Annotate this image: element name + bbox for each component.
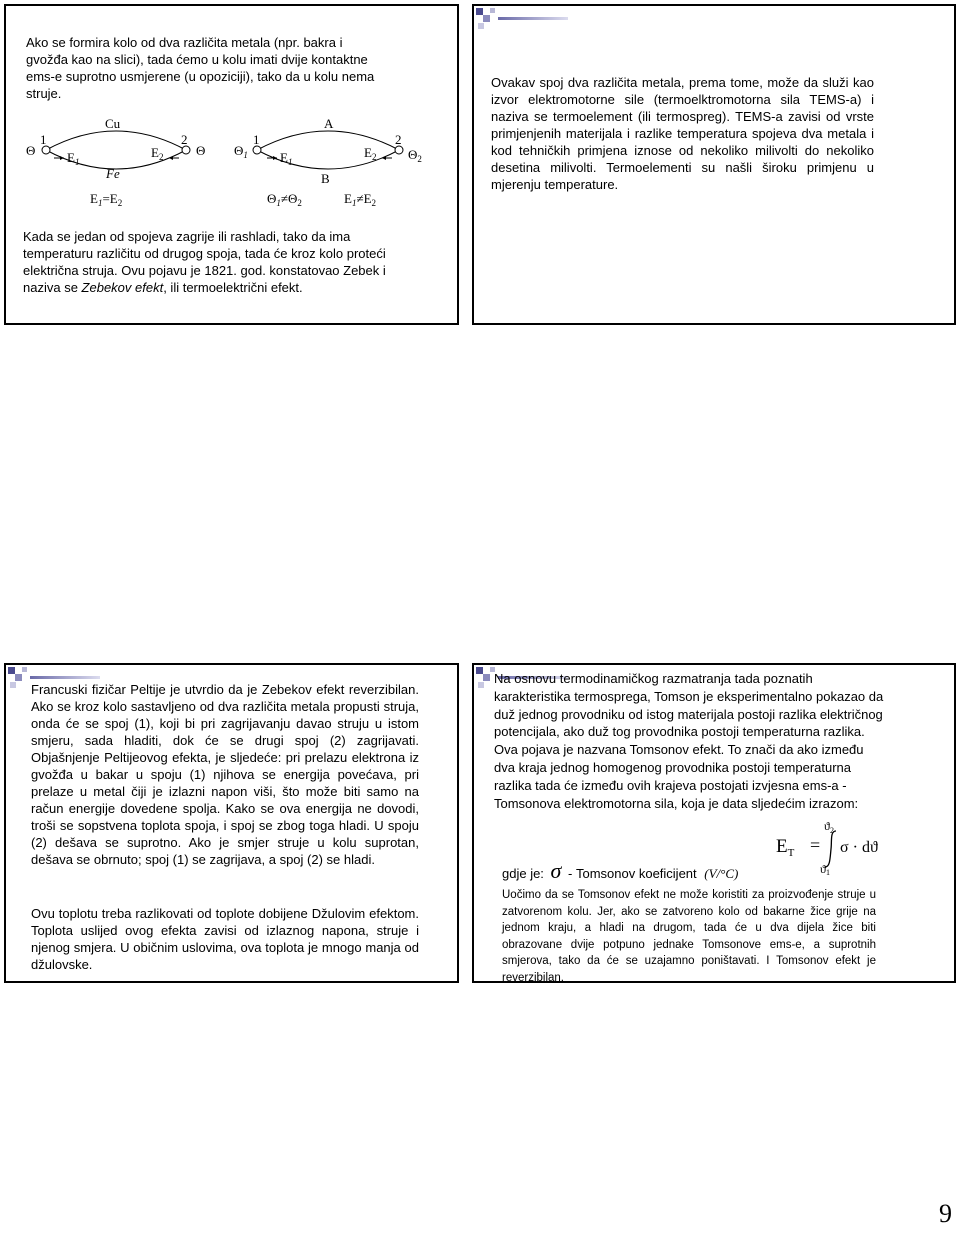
metal-cu-label: Cu bbox=[105, 116, 121, 131]
metal-fe-label: Fe bbox=[106, 166, 120, 181]
slide-decoration bbox=[476, 8, 568, 34]
slide4-note: Uočimo da se Tomsonov efekt ne može koristiti za proizvođenje struje u zatvorenom kolu. Jer, ako se zatvoreno kolo od bakarne žice grije na jednom kraju, a hladi na drugom, tada će u dva dijela žice biti obrazovane dvije potpuno jednake Tomsonove ems-e, a suprotnih smjerova, tako da će se uzajamno poništavati. I Tomsonov efekt je reverzibilan. bbox=[502, 889, 876, 984]
a-wire bbox=[257, 131, 399, 150]
sigma-symbol: σ bbox=[550, 858, 562, 883]
b-wire bbox=[257, 150, 399, 169]
slide4-para1: Na osnovu termodinamičkog razmatranja tada poznatih karakteristika termosprega, Tomson je eksperimentalno pokazao da duž jednog provodniku od istog materijala postoji razlika električnog potencijala, ako duž tog provodnika postoji temperaturna razlika. Ova pojava je nazvana Tomsonov efekt. To znači da ako između dva kraja jednog homogenog provodnika postoji temperaturna razlika tada će između ovih krajeva postojati izvjesna ems-a -Tomsonova elektromotorna sila, koja je data sljedećim izrazom: bbox=[494, 671, 884, 811]
slide-seebeck bbox=[4, 4, 459, 325]
thomson-coefficient-line: gdje je: σ - Tomsonov koeficijent (V/°C) bbox=[502, 858, 739, 883]
formula-eq: = bbox=[810, 835, 821, 855]
junction-2b bbox=[395, 146, 403, 154]
thomson-emf-formula bbox=[770, 819, 890, 875]
junction-1 bbox=[42, 146, 50, 154]
node-2-label: 2 bbox=[181, 132, 188, 147]
theta1-label: $\Theta_1$ bbox=[234, 143, 248, 160]
formula-integrand: σ · dϑ bbox=[840, 839, 878, 856]
junction-1b bbox=[253, 146, 261, 154]
slide-tems bbox=[472, 4, 956, 325]
slide3-para2: Ovu toplotu treba razlikovati od toplote dobijene Džulovim efektom. Toplota uslijed ovog efekta zavisi od izlaznog napona, struje i njenog smjera. U običnim uslovima, ova toplota je mnogo manja od džulovske. bbox=[31, 906, 419, 972]
node-1b-label: 1 bbox=[253, 132, 260, 147]
node-2b-label: 2 bbox=[395, 132, 402, 147]
emf-e2: $E_2$ bbox=[151, 145, 164, 162]
theta-relation: $\Theta_1\ne\Theta_2$ bbox=[267, 191, 302, 208]
slide-peltier bbox=[4, 663, 459, 983]
formula-lower-limit: ϑ1 bbox=[820, 862, 830, 875]
formula-lhs: $E_T$ bbox=[776, 836, 795, 859]
slide3-para1: Francuski fizičar Peltije je utvrdio da je Zebekov efekt reverzibilan. Ako se kroz kolo sastavljeno od dva različita metala propusti struja, onda će se spoj (1), koji bi pri zagrijavanju davao struju u istom smjeru, sada hladiti, dok će se drugi spoj (2) zagrijavati. Objašnjenje Peltijeovog efekta, je sljedeće: pri prelazu elektrona iz gvožđa u bakar u spoju (1) njihova se energija povećava, pri prelaze u metal čiji je izlazni napon viši, što može biti samo na račun energije dovedene spolja. Kako se ova energija ne dovodi, troši se sopstvena toplota spoja, i spoj se zbog toga hladi. U spoju (2) dešava se suprotno. Ako je smjer struje u kolu suprotan, dešava se obrnuto; spoj (1) se zagrijava, a spoj (2) se hladi. bbox=[31, 682, 419, 867]
theta-right: Θ bbox=[196, 143, 206, 158]
emf-relation-unequal: $E_1\ne E_2$ bbox=[344, 191, 377, 208]
theta2-label: $\Theta_2$ bbox=[408, 147, 422, 164]
slide2-text: Ovakav spoj dva različita metala, prema tome, može da služi kao izvor elektromotorne sile (termoelktromotorna sila TEMS-a) i naziva se termoelement (ili termospreg). TEMS-a zavisi od vrste primjenjenih materijala i razlike temperatura spojeva dva metala i kod tehničkih primjena iznose od nekoliko milivolti do nekoliko desetina milivolti. Termoelementi su našli široku primjenu u mjerenju temperature. bbox=[491, 75, 874, 192]
circuit-cu-fe bbox=[26, 116, 205, 208]
metal-a-label: A bbox=[324, 116, 334, 131]
emf-e1b: $E_1$ bbox=[280, 150, 293, 167]
slide1-body: Kada se jedan od spojeva zagrije ili rashladi, tako da ima temperaturu različitu od drugog spoja, tada će kroz kolo proteći električna struja. Ovu pojavu je 1821. god. konstatovao Zebek i naziva se Zebekov efekt, ili termoelektrični efekt. bbox=[23, 229, 386, 295]
page-number: 9 bbox=[939, 1199, 952, 1228]
emf-e1: $E_1$ bbox=[67, 150, 80, 167]
circuit-a-b bbox=[234, 116, 422, 208]
cu-wire bbox=[46, 131, 186, 150]
thermocouple-diagram bbox=[6, 6, 476, 236]
node-1-label: 1 bbox=[40, 132, 47, 147]
formula-upper-limit: $ϑ_2$ bbox=[824, 819, 834, 835]
metal-b-label: B bbox=[321, 171, 330, 186]
slide1-intro: Ako se formira kolo od dva različita metala (npr. bakra i gvožđa kao na slici), tada ćemo u kolu imati dvije kontaktne ems-e suprotno usmjerene (u opoziciji), tako da u kolu nema struje. bbox=[26, 35, 375, 101]
junction-2 bbox=[182, 146, 190, 154]
theta-left: Θ bbox=[26, 143, 36, 158]
emf-relation-equal: $E_1=E_2$ bbox=[90, 191, 123, 208]
emf-e2b: $E_2$ bbox=[364, 145, 377, 162]
